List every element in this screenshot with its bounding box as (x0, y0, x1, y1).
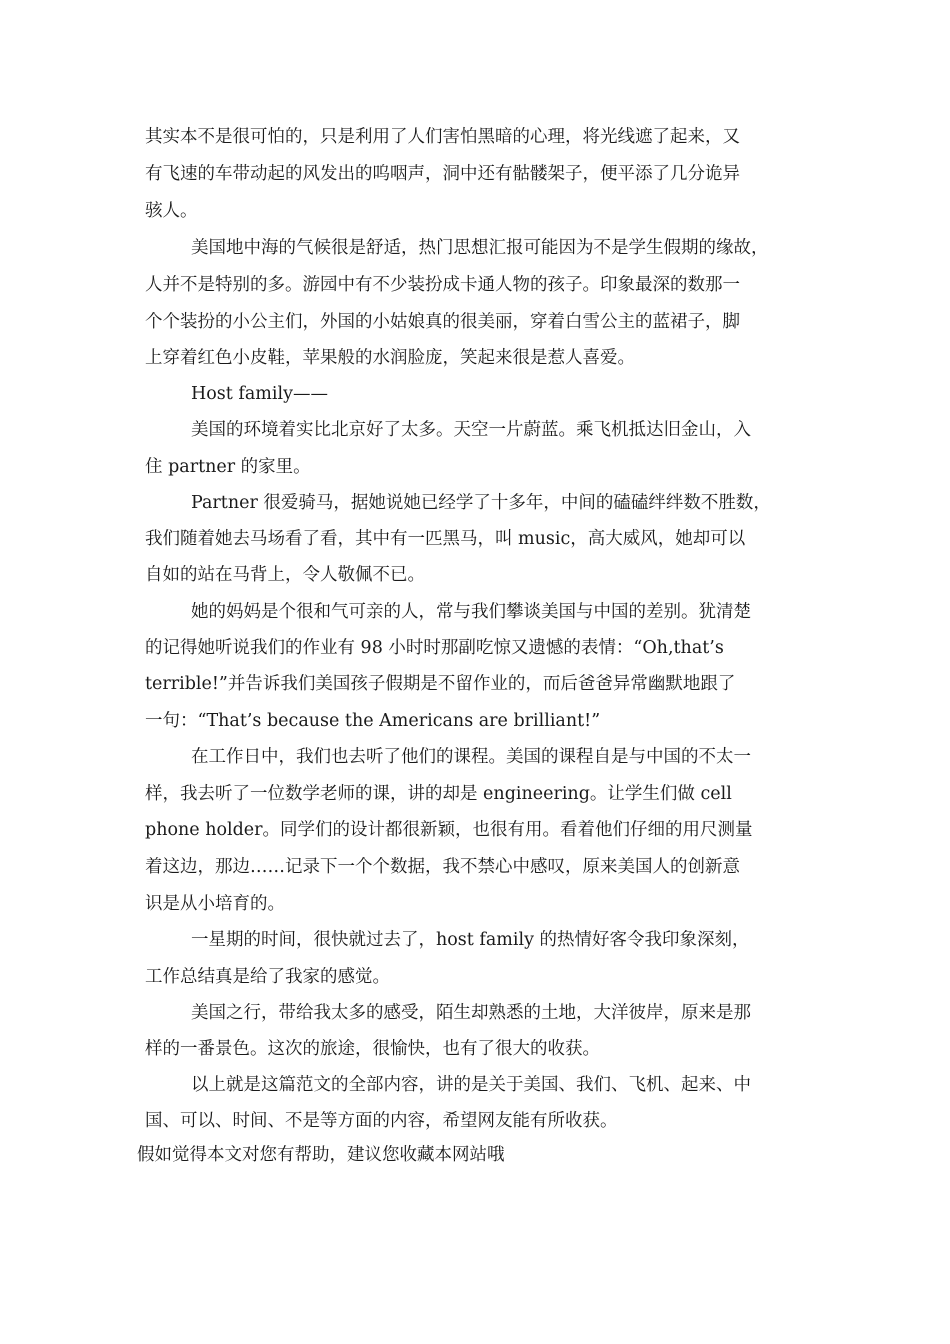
text-line: 上穿着红色小皮鞋，苹果般的水润脸庞，笑起来很是惹人喜爱。 (145, 348, 635, 368)
text-line: 一星期的时间，很快就过去了，host family 的热情好客令我印象深刻， (191, 930, 750, 950)
text-line: 着这边，那边……记录下一个个数据，我不禁心中感叹，原来美国人的创新意 (145, 857, 740, 877)
text-line: 住 partner 的家里。 (145, 457, 311, 477)
text-line: phone holder。同学们的设计都很新颖，也很有用。看着他们仔细的用尺测量 (145, 820, 753, 840)
text-line: 样，我去听了一位数学老师的课，讲的却是 engineering。让学生们做 cell (145, 784, 732, 804)
text-line: 美国的环境着实比北京好了太多。天空一片蔚蓝。乘飞机抵达旧金山，入 (191, 420, 751, 440)
text-line: 国、可以、时间、不是等方面的内容，希望网友能有所收获。 (145, 1111, 618, 1131)
text-line: 自如的站在马背上，令人敬佩不已。 (145, 565, 425, 585)
text-line: 有飞速的车带动起的风发出的呜咽声，洞中还有骷髅架子，便平添了几分诡异 (145, 164, 740, 184)
text-line: 样的一番景色。这次的旅途，很愉快，也有了很大的收获。 (145, 1039, 600, 1059)
text-line: 在工作日中，我们也去听了他们的课程。美国的课程自是与中国的不太一 (191, 747, 751, 767)
text-line: 个个装扮的小公主们，外国的小姑娘真的很美丽，穿着白雪公主的蓝裙子，脚 (145, 312, 740, 332)
text-line: 她的妈妈是个很和气可亲的人，常与我们攀谈美国与中国的差别。犹清楚 (191, 602, 751, 622)
text-line: 一句：“That’s because the Americans are brilliant!” (145, 711, 601, 731)
text-line: 工作总结真是给了我家的感觉。 (145, 967, 390, 987)
text-line: Host family—— (191, 384, 328, 404)
text-line: 人并不是特别的多。游园中有不少装扮成卡通人物的孩子。印象最深的数那一 (145, 275, 740, 295)
text-line: 我们随着她去马场看了看，其中有一匹黑马，叫 music，高大威风，她却可以 (145, 529, 746, 549)
text-line: 以上就是这篇范文的全部内容，讲的是关于美国、我们、飞机、起来、中 (191, 1075, 751, 1095)
text-line: 美国地中海的气候很是舒适，热门思想汇报可能因为不是学生假期的缘故， (191, 238, 769, 258)
text-line: 骇人。 (145, 201, 198, 221)
text-line: terrible!”并告诉我们美国孩子假期是不留作业的，而后爸爸异常幽默地跟了 (145, 674, 736, 694)
text-line: 假如觉得本文对您有帮助，建议您收藏本网站哦 (137, 1145, 505, 1165)
text-line: 的记得她听说我们的作业有 98 小时时那副吃惊又遗憾的表情：“Oh,that’s (145, 638, 724, 658)
text-line: 识是从小培育的。 (145, 894, 285, 914)
text-line: 其实本不是很可怕的，只是利用了人们害怕黑暗的心理，将光线遮了起来，又 (145, 127, 740, 147)
text-line: Partner 很爱骑马，据她说她已经学了十多年，中间的磕磕绊绊数不胜数， (191, 493, 771, 513)
text-line: 美国之行，带给我太多的感受，陌生却熟悉的土地，大洋彼岸，原来是那 (191, 1003, 751, 1023)
